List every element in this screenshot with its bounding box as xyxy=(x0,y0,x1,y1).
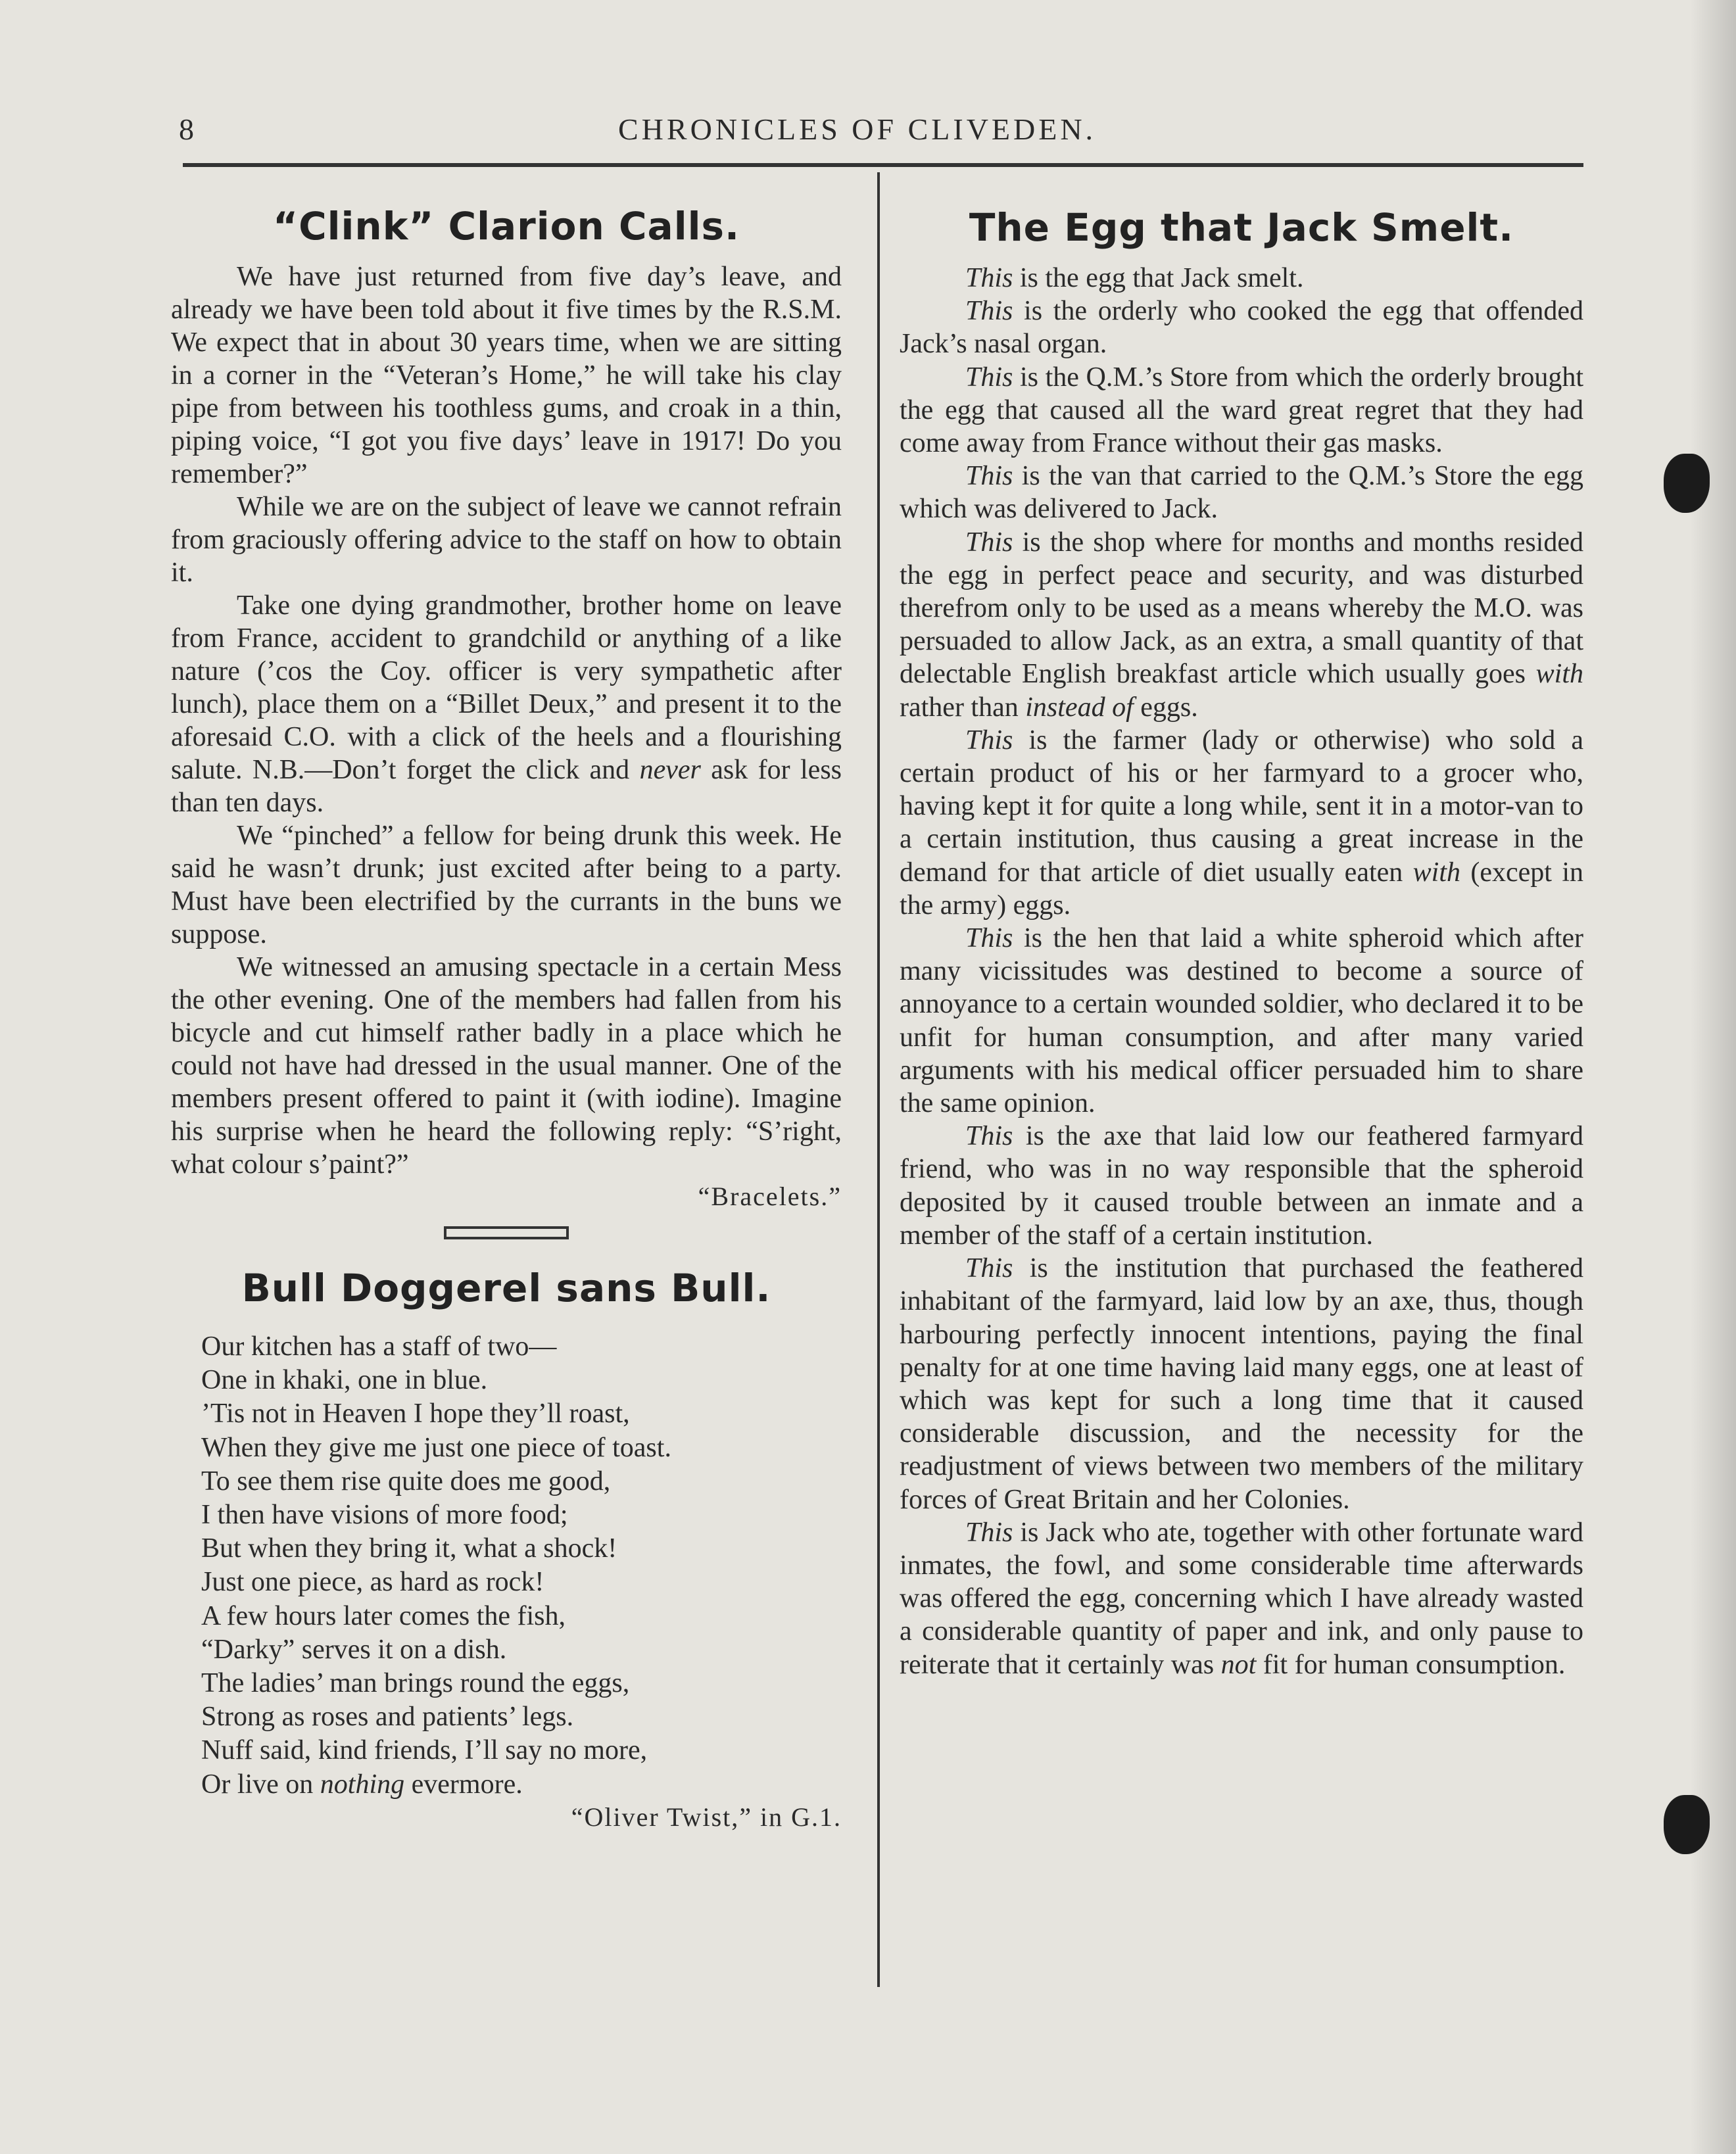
emphasis: never xyxy=(639,755,701,785)
this-word: This xyxy=(965,1253,1013,1284)
poem-line: To see them rise quite does me good, xyxy=(201,1466,611,1496)
text-span: fit for human consumption. xyxy=(1263,1649,1566,1680)
paragraph xyxy=(900,262,1583,295)
this-word: This xyxy=(965,296,1013,327)
signature-bracelets: “Bracelets.” xyxy=(698,1182,842,1211)
emphasis: instead of xyxy=(1025,692,1134,723)
poem-line: Nuff said, kind friends, I’ll say no more, xyxy=(201,1735,648,1766)
text-span: is the egg that Jack smelt. xyxy=(1019,263,1304,293)
right-column xyxy=(900,191,1583,1681)
emphasis: not xyxy=(1220,1649,1257,1680)
column-divider xyxy=(877,172,880,1987)
article-title-doggerel: Bull Doggerel sans Bull. xyxy=(241,1266,771,1310)
section-ornament xyxy=(444,1226,569,1239)
text-span: Or live on xyxy=(201,1769,314,1800)
poem-line: I then have visions of more food; xyxy=(201,1500,568,1531)
paragraph xyxy=(171,589,842,819)
paragraph xyxy=(900,724,1583,922)
text-span: Take one dying grandmother, brother home on leave from France, accident to grandchild or anything of a like nature (’cos the Coy. officer is very sympathetic after lunch), place them on a “Billet Deux,” and present it to the aforesaid C.O. with a click of the heels and a flourishing salute. N.B.—Don’t forget the click and xyxy=(171,590,842,785)
poem-line: A few hours later comes the fish, xyxy=(201,1600,566,1631)
this-word: This xyxy=(965,362,1013,393)
paragraph xyxy=(900,1120,1583,1252)
poem-line xyxy=(201,1768,842,1802)
paragraph: While we are on the subject of leave we cannot refrain from graciously offering advice to the staff on how to obtain it. xyxy=(171,492,842,588)
signature-oliver-twist: “Oliver Twist,” in G.1. xyxy=(571,1802,842,1832)
text-span: (except in the army) eggs. xyxy=(900,857,1584,921)
this-word: This xyxy=(965,725,1013,755)
text-span: is the orderly who cooked the egg that offended Jack’s nasal organ. xyxy=(900,296,1584,360)
paragraph xyxy=(900,1252,1583,1516)
paragraph: We “pinched” a fellow for being drunk this week. He said he wasn’t drunk; just excited after being to a party. Must have been electrified by the currants in the buns we suppose. xyxy=(171,821,842,949)
poem-line: But when they bring it, what a shock! xyxy=(201,1533,617,1564)
this-word: This xyxy=(965,1517,1013,1548)
emphasis: with xyxy=(1412,857,1461,888)
article-title-egg: The Egg that Jack Smelt. xyxy=(969,205,1514,250)
poem-line: Strong as roses and patients’ legs. xyxy=(201,1702,574,1733)
text-span: is the institution that purchased the feathered inhabitant of the farmyard, laid low by an axe, thus, though harbouring perfectly innocent intentions, paying the final penalty for at one time having laid many eggs, one at least of which was kept for such a long time that it caused considerable discussion, and the necessity for the readjustment of views between two members of the military forces of Great Britain and her Colonies. xyxy=(900,1253,1583,1515)
paragraph xyxy=(900,526,1583,724)
text-span: is the axe that laid low our feathered farmyard friend, who was in no way responsible that the spheroid deposited by it caused trouble between an inmate and a member of the staff of a certain institution. xyxy=(900,1121,1584,1251)
page-number: 8 xyxy=(179,112,194,146)
paragraph xyxy=(900,922,1583,1120)
text-span: is the van that carried to the Q.M.’s Store the egg which was delivered to Jack. xyxy=(900,461,1584,525)
header-rule xyxy=(183,163,1583,167)
paragraph xyxy=(900,361,1583,460)
text-span: is the shop where for months and months resided the egg in perfect peace and security, and was disturbed therefrom only to be used as a means whereby the M.O. was persuaded to allow Jack, as an extra, a small quantity of that delectable English breakfast article which usually goes xyxy=(900,527,1583,690)
poem-line: Our kitchen has a staff of two— xyxy=(201,1331,557,1362)
text-span: is the farmer (lady or otherwise) who sold a certain product of his or her farmyard to a grocer who, having kept it for quite a long while, sent it in a motor-van to a certain institution, thus causing a great increase in the demand for that article of diet usually eaten xyxy=(900,725,1583,888)
poem-line: “Darky” serves it on a dish. xyxy=(201,1634,507,1665)
text-span: rather than xyxy=(900,692,1019,723)
text-span: is the Q.M.’s Store from which the orderly brought the egg that caused all the ward great regret that they had come away from France without their gas masks. xyxy=(900,362,1584,459)
poem-line: Just one piece, as hard as rock! xyxy=(201,1567,544,1598)
poem xyxy=(171,1330,842,1832)
punch-hole xyxy=(1664,1795,1710,1854)
paragraph: We have just returned from five day’s leave, and already we have been told about it five times by the R.S.M. We expect that in about 30 years time, when we are sitting in a corner in the “Veteran’s Home,” he will take his clay pipe from between his toothless gums, and croak in a thin, piping voice, “I got you five days’ leave in 1917! Do you remember?” xyxy=(171,262,842,489)
this-word: This xyxy=(965,923,1013,954)
text-span: is the hen that laid a white spheroid which after many vicissitudes was destined to become a source of annoyance to a certain wounded soldier, who declared it to be unfit for human consumption, and after many varied arguments with his medical officer persuaded him to share the same opinion. xyxy=(900,923,1584,1119)
text-span: evermore. xyxy=(411,1769,523,1800)
article-title-clarion: “Clink” Clarion Calls. xyxy=(272,204,740,249)
this-word: This xyxy=(965,263,1013,293)
this-word: This xyxy=(965,461,1013,492)
text-span: ask for less than ten days. xyxy=(171,755,842,818)
poem-line: When they give me just one piece of toast. xyxy=(201,1432,671,1463)
paragraph: We witnessed an amusing spectacle in a certain Mess the other evening. One of the members had fallen from his bicycle and cut himself rather badly in a place which he could not have had dressed in the usual manner. One of the members present offered to paint it (with iodine). Imagine his surprise when he heard the following reply: “S’right, what colour s’paint?” xyxy=(171,952,842,1180)
text-span: eggs. xyxy=(1140,692,1198,723)
punch-hole xyxy=(1664,454,1710,513)
poem-line: ’Tis not in Heaven I hope they’ll roast, xyxy=(201,1399,630,1429)
poem-line: The ladies’ man brings round the eggs, xyxy=(201,1668,630,1699)
text-span: is Jack who ate, together with other fortunate ward inmates, the fowl, and some considerable time afterwards was offered the egg, concerning which I have already wasted a considerable quantity of paper and ink, and only pause to reiterate that it certainly was xyxy=(900,1517,1583,1680)
left-column xyxy=(171,191,842,1832)
paragraph xyxy=(900,460,1583,525)
emphasis: with xyxy=(1535,659,1584,690)
this-word: This xyxy=(965,527,1013,558)
running-title: CHRONICLES OF CLIVEDEN. xyxy=(618,112,1097,146)
paragraph xyxy=(900,1516,1583,1681)
paragraph xyxy=(900,295,1583,360)
this-word: This xyxy=(965,1121,1013,1152)
emphasis: nothing xyxy=(320,1769,405,1800)
poem-line: One in khaki, one in blue. xyxy=(201,1365,488,1396)
